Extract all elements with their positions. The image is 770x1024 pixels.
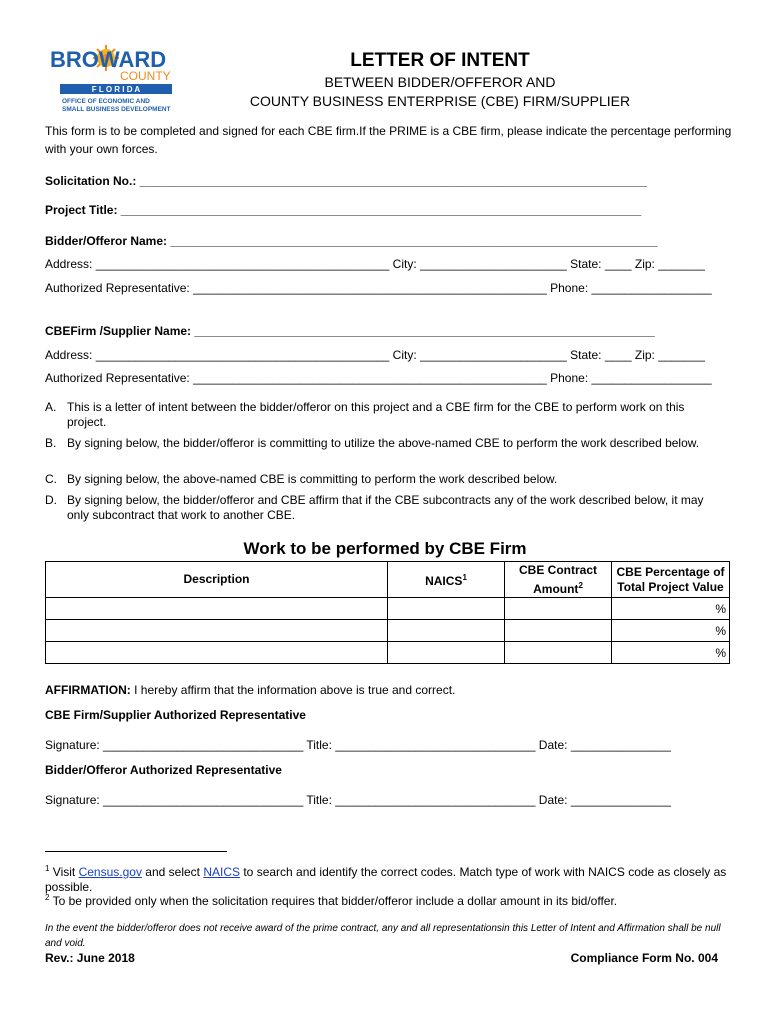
- footnote-1: $^1$ Visit Census.gov and select NAICS to search and identify the correct codes. Match type of work with NAICS code as closely as possible.: [45, 864, 727, 894]
- work-section-title: Work to be performed by CBE Firm: [243, 539, 527, 558]
- footnote-2: $^2$ To be provided only when the solicitation requires that bidder/offeror include a dollar amount in its bid/offer.: [45, 893, 618, 908]
- affirmation-text: [45, 683, 455, 697]
- percentage-cell[interactable]: %: [612, 598, 730, 620]
- table-header-row: [46, 562, 730, 598]
- percentage-cell[interactable]: %: [612, 620, 730, 642]
- statement-text: By signing below, the bidder/offeror is committing to utilize the above-named CBE to perform the work described below.: [67, 436, 700, 450]
- affirmation-label: AFFIRMATION:: [45, 683, 131, 697]
- bidder-signature-line[interactable]: Signature: ______________________________ Title: ______________________________ Date: _______________: [45, 793, 671, 807]
- solicitation-field[interactable]: Solicitation No.: ____________________________________________________________________________: [45, 174, 647, 188]
- amount-cell[interactable]: [505, 620, 612, 642]
- page-title: LETTER OF INTENT: [350, 50, 530, 71]
- cbe-signature-line[interactable]: Signature: ______________________________ Title: ______________________________ Date: _______________: [45, 738, 671, 752]
- bidder-name-field[interactable]: Bidder/Offeror Name: _________________________________________________________________________: [45, 234, 658, 248]
- form-number: Compliance Form No. 004: [570, 951, 718, 965]
- footnote-number: 2: [45, 893, 50, 902]
- table-row: [46, 620, 730, 642]
- logo-state: F L O R I D A: [91, 85, 141, 94]
- amount-cell[interactable]: [505, 642, 612, 664]
- project-title-field[interactable]: Project Title: ______________________________________________________________________________: [45, 203, 642, 217]
- naics-link[interactable]: NAICS: [203, 865, 241, 879]
- statement-c: [45, 472, 725, 487]
- description-cell[interactable]: [46, 598, 388, 620]
- description-cell[interactable]: [46, 620, 388, 642]
- cbe-rep-heading: CBE Firm/Supplier Authorized Representative: [45, 708, 306, 722]
- cbe-rep-field[interactable]: Authorized Representative: _____________________________________________________ Phone: __________________: [45, 371, 712, 385]
- cbe-name-field[interactable]: CBEFirm /Supplier Name: _____________________________________________________________________: [45, 324, 655, 338]
- bidder-rep-heading: Bidder/Offeror Authorized Representative: [45, 763, 282, 777]
- affirmation-body: I hereby affirm that the information above is true and correct.: [130, 683, 456, 697]
- logo-word1: BROWARD: [50, 47, 167, 72]
- statement-letter: C.: [45, 472, 57, 486]
- header-description: Description: [46, 562, 388, 598]
- naics-cell[interactable]: [388, 598, 505, 620]
- statement-d: [45, 493, 725, 523]
- revision-date: Rev.: June 2018: [45, 951, 135, 965]
- subtitle-line1: BETWEEN BIDDER/OFFEROR AND: [324, 74, 556, 90]
- description-cell[interactable]: [46, 642, 388, 664]
- work-table: [45, 561, 730, 664]
- statement-text: By signing below, the above-named CBE is committing to perform the work described below.: [67, 472, 558, 486]
- logo-word2: COUNTY: [120, 69, 171, 83]
- subtitle-line2: COUNTY BUSINESS ENTERPRISE (CBE) FIRM/SUPPLIER: [249, 93, 631, 109]
- census-link[interactable]: Census.gov: [78, 865, 142, 879]
- cbe-address-field[interactable]: Address: ____________________________________________ City: ______________________ State: ____ Zip: _______: [45, 348, 705, 362]
- naics-cell[interactable]: [388, 620, 505, 642]
- percentage-cell[interactable]: %: [612, 642, 730, 664]
- intro-text: This form is to be completed and signed for each CBE firm.If the PRIME is a CBE firm, please indicate the percentage performing with your own forces.: [45, 124, 732, 156]
- footnote-divider: [45, 851, 227, 852]
- statement-letter: D.: [45, 493, 57, 507]
- statement-letter: A.: [45, 400, 57, 414]
- header-naics: NAICS$^1$: [388, 562, 505, 598]
- bidder-address-field[interactable]: Address: ____________________________________________ City: ______________________ State: ____ Zip: _______: [45, 257, 705, 271]
- statement-text: This is a letter of intent between the bidder/offeror on this project and a CBE firm for the CBE to perform work on this project.: [67, 400, 685, 429]
- logo-office2: SMALL BUSINESS DEVELOPMENT: [62, 106, 171, 113]
- amount-cell[interactable]: [505, 598, 612, 620]
- naics-cell[interactable]: [388, 642, 505, 664]
- header-percentage: CBE Percentage of Total Project Value: [612, 562, 730, 598]
- logo-office1: OFFICE OF ECONOMIC AND: [62, 98, 150, 105]
- statement-letter: B.: [45, 436, 57, 450]
- statement-b: [45, 436, 725, 451]
- disclaimer-text: In the event the bidder/offeror does not receive award of the prime contract, any and all representationsin this Letter of Intent and Affirmation shall be null and void.: [45, 923, 721, 949]
- table-row: [46, 598, 730, 620]
- statement-a: [45, 400, 725, 430]
- footnote-number: 1: [45, 864, 50, 873]
- header-amount: CBE Contract Amount$^2$: [505, 562, 612, 598]
- table-row: [46, 642, 730, 664]
- bidder-rep-field[interactable]: Authorized Representative: _____________________________________________________ Phone: __________________: [45, 281, 712, 295]
- statement-text: By signing below, the bidder/offeror and CBE affirm that if the CBE subcontracts any of the work described below, it may only subcontract that work to another CBE.: [67, 493, 704, 522]
